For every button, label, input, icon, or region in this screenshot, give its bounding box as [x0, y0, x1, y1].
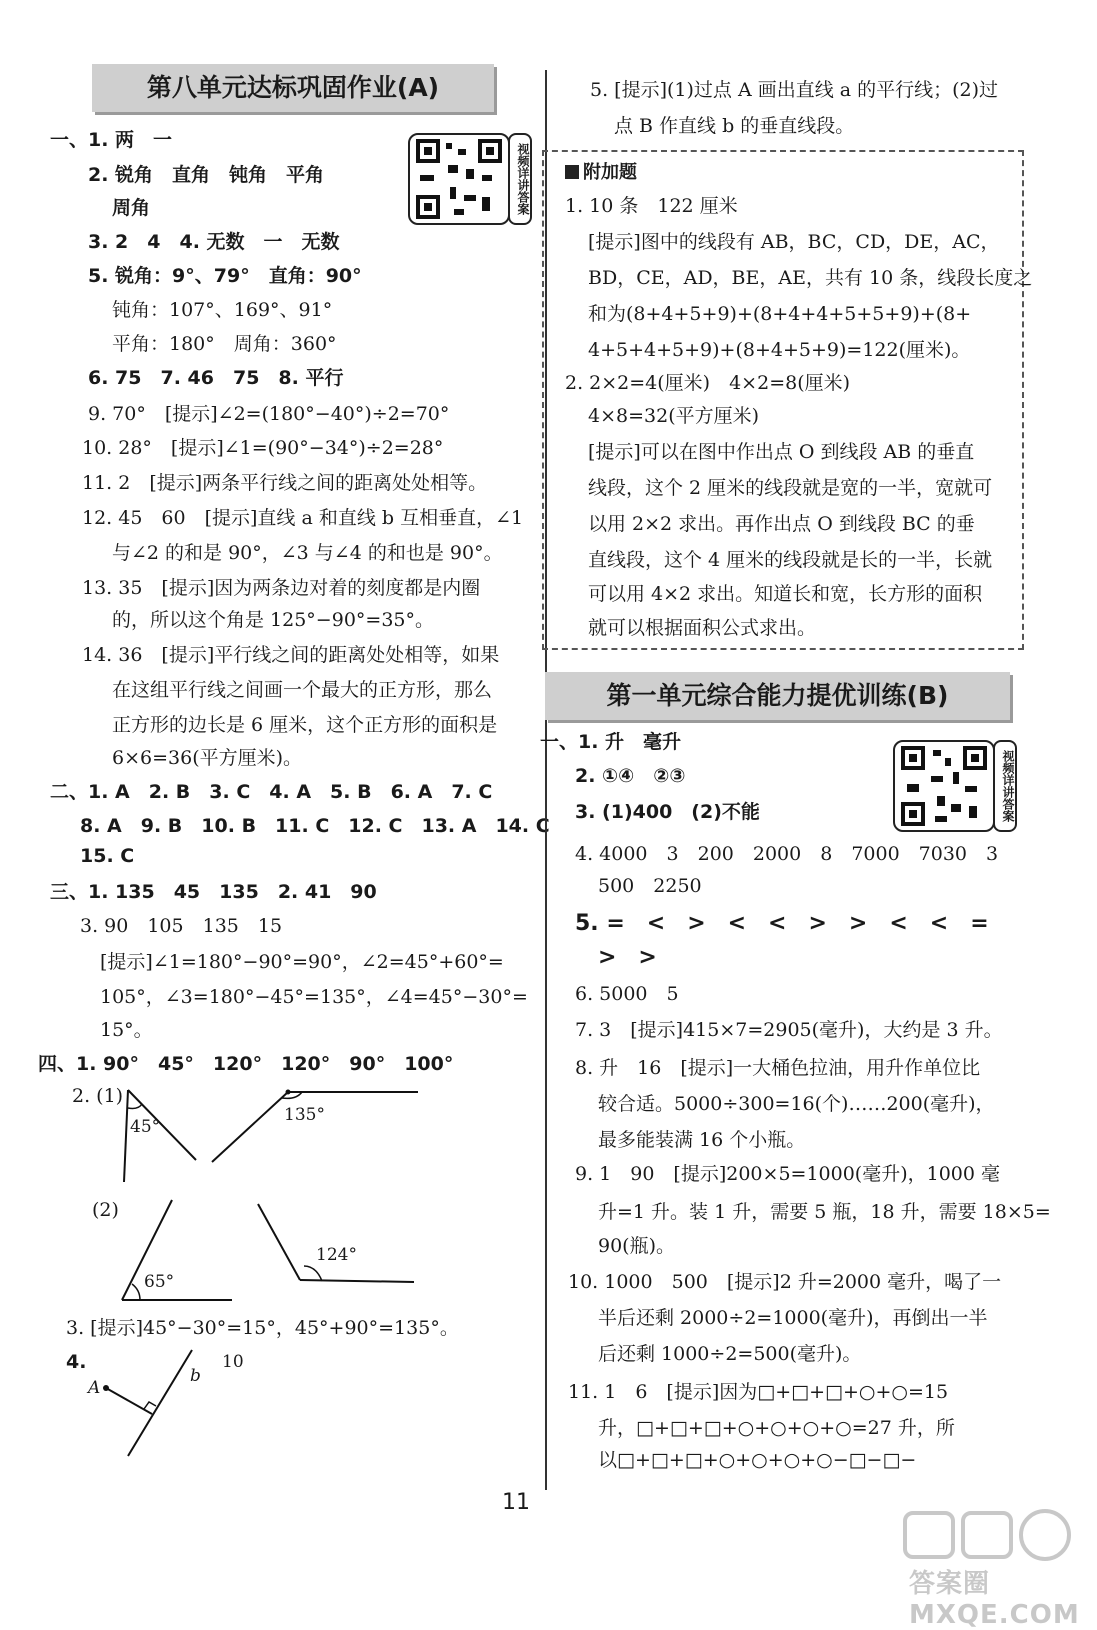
page-number: 11 — [502, 1490, 530, 1515]
answer-line: (2) — [92, 1199, 119, 1221]
answer-line: 5. 锐角：9°、79° 直角：90° — [88, 265, 362, 287]
answer-line: 4+5+4+5+9)+(8+4+5+9)=122(厘米)。 — [588, 339, 971, 361]
answer-line: 9. 1 90 [提示]200×5=1000(毫升)，1000 毫 — [575, 1163, 1001, 1185]
answer-line: BD，CE，AD，BE，AE，共有 10 条，线段长度之 — [588, 267, 1033, 289]
answer-line: 11. 2 [提示]两条平行线之间的距离处处相等。 — [82, 472, 488, 494]
answer-line: 就可以根据面积公式求出。 — [588, 617, 817, 639]
answer-line: 在这组平行线之间画一个最大的正方形，那么 — [112, 679, 493, 701]
answer-line: 一、1. 升 毫升 — [540, 731, 682, 753]
qr-code-icon — [893, 740, 995, 832]
answer-line: 三、1. 135 45 135 2. 41 90 — [50, 881, 377, 903]
answer-line: 线段，这个 2 厘米的线段就是宽的一半，宽就可 — [588, 477, 993, 499]
answer-line: 后还剩 1000÷2=500(毫升)。 — [598, 1343, 862, 1365]
answer-line: 12. 45 60 [提示]直线 a 和直线 b 互相垂直，∠1 — [82, 507, 524, 529]
answer-line: 4. 4000 3 200 2000 8 7000 7030 3 — [575, 843, 999, 865]
answer-line: 2. 2×2=4(厘米) 4×2=8(厘米) — [565, 372, 851, 394]
answer-line: 与∠2 的和是 90°，∠3 与∠4 的和也是 90°。 — [112, 542, 503, 564]
answer-line: 8. 升 16 [提示]一大桶色拉油，用升作单位比 — [575, 1057, 981, 1079]
bonus-section-box — [542, 150, 1024, 650]
answer-line: 二、1. A 2. B 3. C 4. A 5. B 6. A 7. C — [50, 781, 493, 803]
answer-line: 5. [提示](1)过点 A 画出直线 a 的平行线；(2)过 — [590, 79, 999, 101]
watermark-logo: 答案圈 MXQE.COM — [895, 1505, 1085, 1595]
answer-line: 四、1. 90° 45° 120° 120° 90° 100° — [38, 1053, 454, 1075]
answer-line: 2. 锐角 直角 钝角 平角 — [88, 164, 325, 186]
angle-label: 124° — [316, 1245, 357, 1265]
answer-line: 3. [提示]45°−30°=15°，45°+90°=135°。 — [66, 1317, 459, 1339]
answer-line: 8. A 9. B 10. B 11. C 12. C 13. A 14. C — [80, 815, 550, 837]
answer-line: 11. 1 6 [提示]因为□+□+□+○+○=15 — [568, 1381, 949, 1403]
answer-line: 3. 2 4 4. 无数 一 无数 — [88, 231, 340, 253]
bonus-section-title: 附加题 — [565, 158, 637, 184]
answer-line: 10. 28° [提示]∠1=(90°−34°)÷2=28° — [82, 437, 444, 459]
angle-label: 135° — [284, 1105, 325, 1125]
answer-line: 点 B 作直线 b 的垂直线段。 — [614, 115, 855, 137]
answer-line: 以□+□+□+○+○+○+○−□−□− — [598, 1449, 917, 1471]
answer-line: 较合适。5000÷300=16(个)……200(毫升)， — [598, 1093, 995, 1115]
answer-line: 14. 36 [提示]平行线之间的距离处处相等，如果 — [82, 644, 500, 666]
answer-line: 15. C — [80, 845, 135, 867]
answer-line: 可以用 4×2 求出。知道长和宽，长方形的面积 — [588, 583, 983, 605]
section-marker-icon — [565, 165, 579, 179]
answer-line: 500 2250 — [598, 875, 702, 897]
answer-line: 15°。 — [100, 1019, 153, 1041]
qr-label: 视频详讲答案 — [508, 133, 532, 225]
answer-line: 半后还剩 2000÷2=1000(毫升)，再倒出一半 — [598, 1307, 988, 1329]
answer-line: 升=1 升。装 1 升，需要 5 瓶，18 升，需要 18×5= — [598, 1201, 1051, 1223]
answer-line: > > — [598, 945, 657, 970]
answer-line: 6. 75 7. 46 75 8. 平行 — [88, 367, 344, 389]
answer-line: 3. 90 105 135 15 — [80, 915, 283, 937]
answer-line: 最多能装满 16 个小瓶。 — [598, 1129, 806, 1151]
angle-label: 45° — [130, 1117, 161, 1137]
answer-line: 4. — [66, 1351, 87, 1373]
answer-line: 钝角：107°、169°、91° — [112, 299, 333, 321]
answer-line: 平角：180° 周角：360° — [112, 333, 337, 355]
qr-label: 视频详讲答案 — [993, 740, 1017, 832]
answer-line: 9. 70° [提示]∠2=(180°−40°)÷2=70° — [88, 403, 450, 425]
answer-line: 1. 10 条 122 厘米 — [565, 195, 738, 217]
answer-line: 10. 1000 500 [提示]2 升=2000 毫升，喝了一 — [568, 1271, 1002, 1293]
answer-line: 6×6=36(平方厘米)。 — [112, 747, 303, 769]
answer-line: 3. (1)400 (2)不能 — [575, 801, 760, 823]
angle-figures — [0, 0, 540, 1480]
line-label: b — [190, 1366, 201, 1386]
section-title-unit8: 第八单元达标巩固作业(A) — [92, 64, 494, 112]
answer-line: 2. ①④ ②③ — [575, 765, 686, 787]
answer-line: 一、1. 两 一 — [50, 129, 173, 151]
answer-line: 正方形的边长是 6 厘米，这个正方形的面积是 — [112, 714, 498, 736]
point-label: A — [88, 1378, 101, 1398]
answer-line: 2. (1) — [72, 1085, 124, 1107]
answer-line: 升，□+□+□+○+○+○+○=27 升，所 — [598, 1417, 955, 1439]
answer-line: [提示]∠1=180°−90°=90°，∠2=45°+60°= — [100, 951, 504, 973]
answer-line: 7. 3 [提示]415×7=2905(毫升)，大约是 3 升。 — [575, 1019, 1003, 1041]
answer-line: [提示]图中的线段有 AB，BC，CD，DE，AC， — [588, 231, 1000, 253]
answer-line: 13. 35 [提示]因为两条边对着的刻度都是内圈 — [82, 577, 481, 599]
distance-label: 10 — [222, 1352, 244, 1372]
answer-line: [提示]可以在图中作出点 O 到线段 AB 的垂直 — [588, 441, 975, 463]
answer-line: 4×8=32(平方厘米) — [588, 405, 760, 427]
answer-line: 的，所以这个角是 125°−90°=35°。 — [112, 609, 434, 631]
answer-line: 6. 5000 5 — [575, 983, 679, 1005]
angle-label: 65° — [144, 1272, 175, 1292]
section-title-unit1: 第一单元综合能力提优训练(B) — [545, 672, 1010, 720]
answer-line: 90(瓶)。 — [598, 1235, 676, 1257]
answer-line: 105°，∠3=180°−45°=135°，∠4=45°−30°= — [100, 986, 528, 1008]
answer-line: 以用 2×2 求出。再作出点 O 到线段 BC 的垂 — [588, 513, 975, 535]
answer-line: 周角 — [112, 197, 151, 219]
answer-line: 直线段，这个 4 厘米的线段就是长的一半，长就 — [588, 549, 993, 571]
answer-line: 5. = < > < < > > < < = — [575, 911, 989, 936]
answer-line: 和为(8+4+5+9)+(8+4+4+5+5+9)+(8+ — [588, 303, 972, 325]
